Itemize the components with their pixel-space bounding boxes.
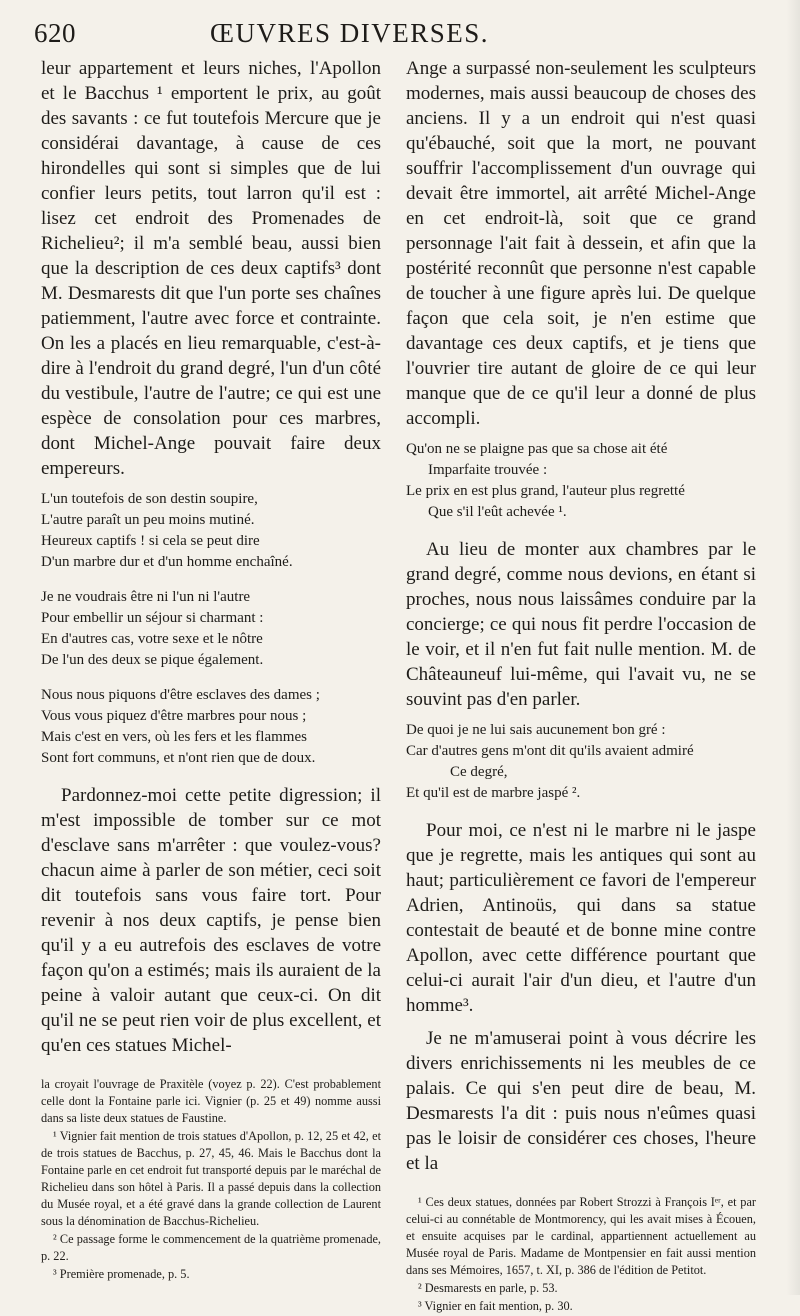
- verse-line: Imparfaite trouvée :: [428, 462, 548, 478]
- footnote-3: ³ Première promenade, p. 5.: [53, 1267, 190, 1281]
- verse-line: Car d'autres gens m'ont dit qu'ils avaient admiré: [406, 743, 694, 759]
- verse-stanza: [406, 439, 756, 523]
- verse-stanza-1: [41, 489, 381, 573]
- verse-line: Qu'on ne se plaigne pas que sa chose ait été: [406, 441, 668, 457]
- verse-stanza: [406, 720, 756, 804]
- footnote-1: ¹ Vignier fait mention de trois statues d'Apollon, p. 12, 25 et 42, et de trois statues de Bacchus, p. 27, 45, 46. Mais le Bacchus dont la Fontaine parle en cet endroit fut transporté depuis par le maréchal de Richelieu dans son hôtel à Paris. Il a passé depuis dans la collection du Musée royal, et a été gravé dans la grande collection de Laurent sous la dénomination de Bacchus-Richelieu.: [41, 1129, 381, 1228]
- verse-line: Pour embellir un séjour si charmant :: [41, 610, 264, 626]
- right-paragraph-1: Ange a surpassé non-seulement les sculpteurs modernes, mais aussi beaucoup de choses des anciens. Il y a un endroit qui n'est quasi qu'ébauché, soit que la mort, ne pouvant souffrir l'accomplissement d'un ouvrage qui devait être immortel, ait arrêté Michel-Ange en cet endroit-là, soit que ce grand personnage l'ait fait à dessein, et afin que la postérité reconnût que personne n'est capable de toucher à une figure après lui. De quelque façon que cela soit, je n'en estime que davantage ces deux captifs, et je tiens que l'ouvrier tire autant de gloire de ce qui leur manque que de ce qu'il leur a donné de plus accompli.: [406, 58, 756, 429]
- page-number: 620: [34, 18, 76, 48]
- left-paragraph-2: Pardonnez-moi cette petite digression; il m'est impossible de tomber sur ce mot d'esclave sans m'arrêter : que voulez-vous? chacun aime à parler de son métier, ceci soit dit toutefois sans vous faire tort. Pour revenir à nos deux captifs, je pense bien qu'il y a eu autrefois des esclaves de votre façon qu'on a estimés; mais ils auraient de la peine à valoir autant que ceux-ci. On dit qu'il ne se peut rien voir de plus excellent, et qu'en ces statues Michel-: [41, 785, 381, 1056]
- verse-stanza-3: [41, 685, 381, 769]
- right-paragraph-4: Je ne m'amuserai point à vous décrire les divers enrichissements ni les meubles de ce palais. Ce qui s'en peut dire de beau, M. Desmarests l'a dit : puis nous n'eûmes quasi pas le loisir de considérer ces choses, l'heure et la: [406, 1028, 756, 1174]
- footnote-1: ¹ Ces deux statues, données par Robert Strozzi à François Iᵉʳ, et par celui-ci au connétable de Montmorency, qui les avait mises à Écouen, et ensuite acquises par le cardinal, appartiennent actuellement au Musée royal de Paris. Madame de Montpensier en fait aussi mention dans ses Mémoires, 1657, t. XI, p. 386 de l'édition de Petitot.: [406, 1195, 756, 1277]
- right-verse-block-2: [406, 720, 756, 804]
- verse-line: Le prix en est plus grand, l'auteur plus regretté: [406, 483, 685, 499]
- right-paragraph-3: Pour moi, ce n'est ni le marbre ni le jaspe que je regrette, mais les antiques qui sont au haut; particulièrement ce favori de l'empereur Adrien, Antinoüs, qui dans sa statue contestait de beauté et de bonne mine contre Apollon, avec cette différence pourtant que celui-ci aurait l'air d'un dieu, et l'autre d'un homme³.: [406, 820, 756, 1016]
- verse-line: De l'un des deux se pique également.: [41, 652, 264, 668]
- verse-line: Heureux captifs ! si cela se peut dire: [41, 533, 260, 549]
- left-verse-block: [41, 489, 381, 769]
- verse-line: Ce degré,: [450, 764, 508, 780]
- footnote-3: ³ Vignier en fait mention, p. 30.: [418, 1299, 573, 1313]
- verse-line: De quoi je ne lui sais aucunement bon gré :: [406, 722, 666, 738]
- running-title: ŒUVRES DIVERSES.: [210, 18, 490, 48]
- verse-line: L'un toutefois de son destin soupire,: [41, 491, 258, 507]
- verse-line: Nous nous piquons d'être esclaves des dames ;: [41, 687, 320, 703]
- right-column: [406, 56, 756, 1316]
- verse-line: D'un marbre dur et d'un homme enchaîné.: [41, 554, 293, 570]
- verse-line: En d'autres cas, votre sexe et le nôtre: [41, 631, 263, 647]
- verse-stanza-2: [41, 587, 381, 671]
- verse-line: Sont fort communs, et n'ont rien que de doux.: [41, 750, 316, 766]
- right-footnotes: [406, 1194, 756, 1315]
- footnote-continued: la croyait l'ouvrage de Praxitèle (voyez p. 22). C'est probablement celle dont la Fontaine parle ici. Vignier (p. 25 et 49) nomme aussi dans sa liste deux statues de Faustine.: [41, 1077, 381, 1125]
- right-paragraph-2: Au lieu de monter aux chambres par le grand degré, comme nous devions, en étant si proches, nous nous laissâmes conduire par la concierge; ce qui nous fit perdre l'occasion de le voir, et il n'en fut fait nulle mention. M. de Châteauneuf lui-même, qui l'avait vu, ne se souvint pas d'en parler.: [406, 539, 756, 710]
- page-edge-shadow: [786, 0, 800, 1295]
- verse-line: Je ne voudrais être ni l'un ni l'autre: [41, 589, 251, 605]
- left-footnotes: [41, 1076, 381, 1283]
- verse-line: Mais c'est en vers, où les fers et les flammes: [41, 729, 307, 745]
- left-column: [41, 56, 381, 1284]
- left-paragraph-1: leur appartement et leurs niches, l'Apollon et le Bacchus ¹ emportent le prix, au goût des savants : ce fut toutefois Mercure que je considérai davantage, à cause de ces hirondelles qui sont si simples que de lui confier leurs petits, tout larron qu'il est : lisez cet endroit des Promenades de Richelieu²; il m'a semblé beau, aussi bien que la description de ces deux captifs³ dont M. Desmarests dit que l'un porte ses chaînes patiemment, l'autre avec force et contrainte. On les a placés en lieu remarquable, c'est-à-dire à l'endroit du grand degré, l'un d'un côté du vestibule, l'autre de l'autre; ce qui est une espèce de consolation pour ces marbres, dont Michel-Ange pouvait faire deux empereurs.: [41, 58, 381, 479]
- right-verse-block-1: [406, 439, 756, 523]
- footnote-2: ² Ce passage forme le commencement de la quatrième promenade, p. 22.: [41, 1232, 381, 1263]
- verse-line: L'autre paraît un peu moins mutiné.: [41, 512, 255, 528]
- footnote-2: ² Desmarests en parle, p. 53.: [418, 1281, 558, 1295]
- verse-line: Et qu'il est de marbre jaspé ².: [406, 785, 581, 801]
- page-header: [34, 18, 754, 54]
- verse-line: Que s'il l'eût achevée ¹.: [428, 504, 567, 520]
- verse-line: Vous vous piquez d'être marbres pour nous ;: [41, 708, 307, 724]
